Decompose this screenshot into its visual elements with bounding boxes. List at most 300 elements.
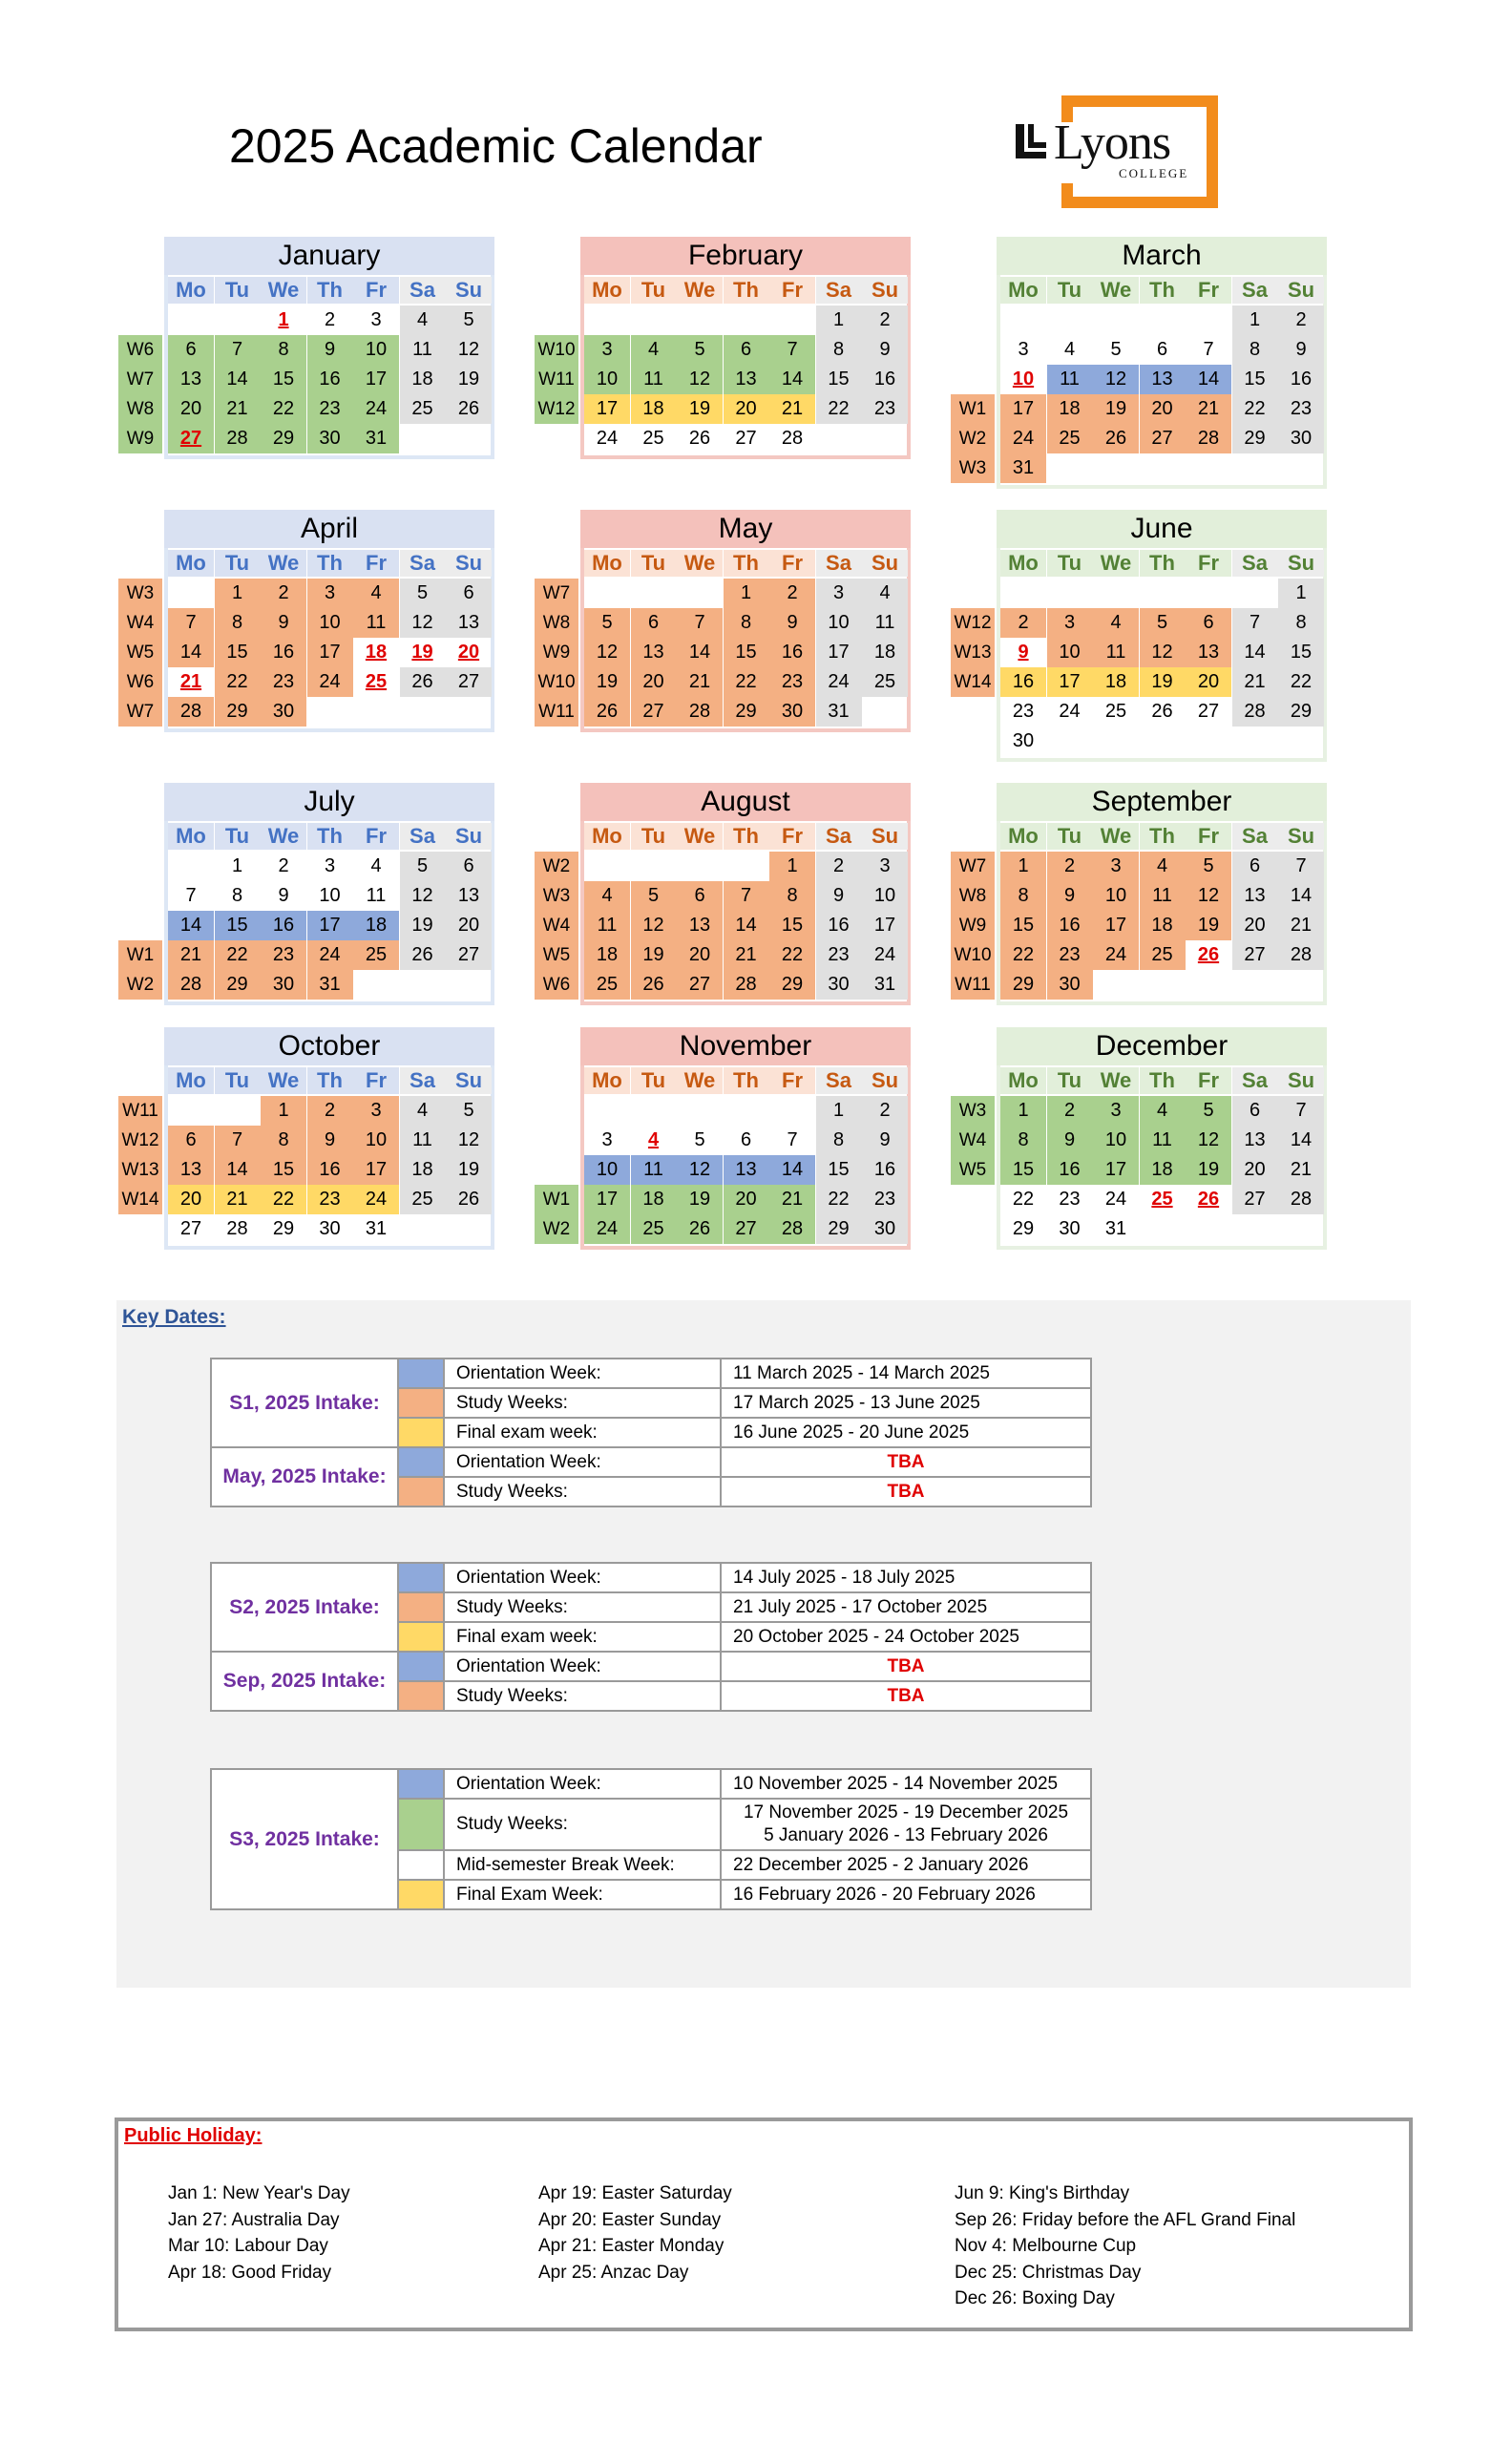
weekday-header: Su: [446, 277, 492, 304]
day-cell: 31: [1000, 453, 1046, 483]
day-cell: 9: [1047, 881, 1093, 911]
day-cell: [1186, 453, 1231, 483]
day-cell: 28: [1186, 424, 1231, 453]
day-cell: 5: [400, 852, 446, 881]
day-cell: 1: [231, 855, 243, 876]
day-cell: 1: [1232, 306, 1278, 335]
day-cell: 22: [724, 667, 769, 697]
day-cell: 4: [1140, 852, 1186, 881]
color-swatch: [398, 1622, 444, 1652]
day-cell: 11: [631, 365, 677, 394]
week-label: W2: [951, 424, 995, 453]
day-cell: 17: [307, 911, 353, 940]
day-cell: 1: [816, 306, 862, 335]
day-cell: 14: [724, 911, 769, 940]
day-cell: 2: [1000, 608, 1046, 638]
day-cell: 18: [584, 940, 630, 970]
weekday-header: Sa: [816, 1067, 862, 1094]
month-january: [118, 237, 519, 459]
week-label: W14: [118, 1185, 162, 1214]
day-cell: 20: [1232, 1155, 1278, 1185]
weekday-header: Tu: [1047, 550, 1093, 577]
day-cell: 26: [677, 1214, 723, 1244]
holiday-column: [955, 2181, 1295, 2312]
day-cell: 16: [1047, 911, 1093, 940]
week-label: W5: [535, 940, 578, 970]
day-cell: 3: [1047, 608, 1093, 638]
day-cell: 18: [353, 911, 399, 940]
weekday-header: Sa: [816, 823, 862, 850]
day-cell: 16: [261, 911, 306, 940]
day-cell: 25: [353, 940, 399, 970]
day-cell: 10: [1012, 369, 1035, 390]
day-cell: 21: [168, 940, 214, 970]
month-june: [951, 510, 1352, 762]
day-cell: 4: [631, 335, 677, 365]
day-cell: [862, 697, 908, 727]
weekday-header: We: [677, 550, 723, 577]
period-dates: [721, 1799, 1091, 1850]
day-cell: [584, 306, 630, 335]
day-cell: 28: [168, 697, 214, 727]
month-december: [951, 1027, 1352, 1250]
weekday-header: Su: [862, 277, 908, 304]
day-cell: 22: [816, 1185, 862, 1214]
day-cell: 2: [862, 1096, 908, 1126]
day-cell: 6: [724, 335, 769, 365]
day-cell: [168, 306, 214, 335]
period-label: Study Weeks:: [444, 1799, 721, 1850]
day-cell: 17: [1093, 911, 1139, 940]
weekday-header: Su: [1278, 277, 1324, 304]
day-cell: 12: [446, 335, 492, 365]
day-cell: 7: [1278, 1096, 1324, 1126]
day-cell: 13: [1140, 365, 1186, 394]
weekday-header: Fr: [1186, 823, 1231, 850]
week-label: W12: [951, 608, 995, 638]
weekday-header: Mo: [1000, 823, 1046, 850]
weekday-header: Mo: [168, 1067, 214, 1094]
day-cell: 23: [307, 1185, 353, 1214]
day-cell: [1093, 579, 1139, 608]
period-label: Study Weeks:: [444, 1592, 721, 1622]
day-cell: 25: [1104, 701, 1127, 722]
day-cell: 19: [584, 667, 630, 697]
weekday-header: We: [261, 277, 306, 304]
day-cell: 17: [1000, 394, 1046, 424]
day-cell: 22: [1278, 667, 1324, 697]
day-cell: 30: [769, 697, 815, 727]
day-cell: [584, 579, 630, 608]
week-label: W12: [535, 394, 578, 424]
weekday-header: Mo: [168, 277, 214, 304]
day-cell: [631, 306, 677, 335]
day-cell: 22: [261, 394, 306, 424]
day-cell: 5: [1140, 608, 1186, 638]
day-cell: 15: [215, 911, 261, 940]
day-cell: 1: [1000, 1096, 1046, 1126]
day-cell: [724, 852, 769, 881]
day-cell: 16: [1000, 667, 1046, 697]
week-label: W2: [535, 1214, 578, 1244]
period-dates: 10 November 2025 - 14 November 2025: [721, 1769, 1091, 1799]
week-label: W9: [951, 911, 995, 940]
day-cell: 28: [769, 1214, 815, 1244]
day-cell: 16: [862, 365, 908, 394]
day-cell: [307, 697, 353, 727]
day-cell: 20: [677, 940, 723, 970]
day-cell: 14: [168, 638, 214, 667]
day-cell: 4: [1140, 1096, 1186, 1126]
day-cell: [400, 697, 446, 727]
week-label: W6: [118, 335, 162, 365]
day-cell: 24: [596, 428, 619, 449]
day-cell: 9: [1047, 1126, 1093, 1155]
day-cell: 13: [1186, 638, 1231, 667]
weekday-header: Mo: [1000, 1067, 1046, 1094]
day-cell: 2: [1278, 306, 1324, 335]
day-cell: 29: [1278, 697, 1324, 727]
day-cell: [400, 424, 446, 453]
day-cell: [1140, 579, 1186, 608]
day-cell: 11: [862, 608, 908, 638]
day-cell: 5: [446, 1096, 492, 1126]
week-label: W7: [951, 852, 995, 881]
day-cell: 22: [1012, 1189, 1035, 1210]
day-cell: 15: [724, 638, 769, 667]
day-cell: 16: [307, 365, 353, 394]
day-cell: 5: [1186, 852, 1231, 881]
holiday-column: [538, 2181, 732, 2286]
weekday-header: Fr: [769, 823, 815, 850]
day-cell: 18: [631, 394, 677, 424]
day-cell: [353, 970, 399, 1000]
day-cell: [1278, 1214, 1324, 1244]
holiday-item: Apr 20: Easter Sunday: [538, 2209, 722, 2230]
day-cell: 8: [816, 335, 862, 365]
day-cell: 4: [1063, 339, 1076, 360]
day-cell: 3: [862, 852, 908, 881]
holiday-item: Dec 25: Christmas Day: [955, 2262, 1142, 2283]
day-cell: 15: [261, 365, 306, 394]
day-cell: 20: [1232, 911, 1278, 940]
weekday-header: Su: [1278, 550, 1324, 577]
month-title: June: [997, 510, 1327, 548]
day-cell: 26: [446, 394, 492, 424]
weekday-header: Fr: [1186, 1067, 1231, 1094]
day-cell: 19: [677, 1185, 723, 1214]
week-label: W9: [535, 638, 578, 667]
day-cell: 28: [724, 970, 769, 1000]
day-cell: 31: [365, 1218, 388, 1239]
key-dates-row: [211, 1359, 1091, 1388]
day-cell: [631, 579, 677, 608]
day-cell: 5: [694, 1129, 705, 1150]
weekday-header: Mo: [1000, 277, 1046, 304]
weekday-header: We: [1093, 277, 1139, 304]
day-cell: 2: [862, 306, 908, 335]
week-label: W10: [535, 335, 578, 365]
holiday-item: Mar 10: Labour Day: [168, 2236, 328, 2256]
day-cell: 22: [261, 1185, 306, 1214]
day-cell: 9: [816, 881, 862, 911]
day-cell: 3: [601, 1129, 613, 1150]
day-cell: 3: [1018, 339, 1029, 360]
day-cell: 15: [215, 638, 261, 667]
weekday-header: We: [1093, 823, 1139, 850]
day-cell: 7: [215, 335, 261, 365]
weekday-header: Sa: [400, 1067, 446, 1094]
weekday-header: Th: [724, 550, 769, 577]
day-cell: 10: [584, 1155, 630, 1185]
day-cell: 12: [631, 911, 677, 940]
month-title: October: [164, 1027, 494, 1065]
day-cell: 23: [816, 940, 862, 970]
day-cell: 24: [816, 667, 862, 697]
period-dates-line: 5 January 2026 - 13 February 2026: [764, 1825, 1048, 1845]
week-label: W8: [118, 394, 162, 424]
day-cell: 26: [400, 940, 446, 970]
day-cell: 22: [215, 667, 261, 697]
day-cell: 14: [677, 638, 723, 667]
week-label: W8: [951, 881, 995, 911]
day-cell: 9: [307, 335, 353, 365]
day-cell: [1278, 727, 1324, 756]
day-cell: 7: [215, 1126, 261, 1155]
weekday-header: We: [677, 1067, 723, 1094]
day-cell: [168, 852, 214, 881]
day-cell: 9: [1018, 642, 1029, 663]
day-cell: 24: [862, 940, 908, 970]
day-cell: [1140, 970, 1186, 1000]
week-label: W4: [535, 911, 578, 940]
day-cell: 17: [584, 394, 630, 424]
day-cell: 27: [1232, 1185, 1278, 1214]
day-cell: 11: [400, 1126, 446, 1155]
period-label: Orientation Week:: [444, 1563, 721, 1592]
day-cell: 17: [1047, 667, 1093, 697]
day-cell: [1186, 579, 1231, 608]
month-title: April: [164, 510, 494, 548]
day-cell: 24: [353, 394, 399, 424]
week-label: W1: [535, 1185, 578, 1214]
day-cell: [215, 306, 261, 335]
day-cell: 27: [446, 667, 492, 697]
day-cell: 20: [457, 642, 480, 663]
day-cell: [1186, 306, 1231, 335]
day-cell: 1: [278, 309, 289, 330]
period-dates: 17 March 2025 - 13 June 2025: [721, 1388, 1091, 1418]
day-cell: 16: [862, 1155, 908, 1185]
intake-label: Sep, 2025 Intake:: [211, 1652, 398, 1711]
day-cell: 3: [1093, 1096, 1139, 1126]
day-cell: 20: [724, 1185, 769, 1214]
day-cell: [1093, 727, 1139, 756]
weekday-header: Tu: [631, 550, 677, 577]
day-cell: 7: [769, 335, 815, 365]
key-dates-row: [211, 1563, 1091, 1592]
intake-label: S2, 2025 Intake:: [211, 1563, 398, 1652]
day-cell: 14: [215, 1155, 261, 1185]
day-cell: 30: [319, 1218, 341, 1239]
week-label: W11: [535, 365, 578, 394]
day-cell: 24: [1093, 940, 1139, 970]
day-cell: 1: [215, 579, 261, 608]
holiday-item: Apr 21: Easter Monday: [538, 2236, 724, 2256]
day-cell: 21: [769, 394, 815, 424]
weekday-header: Sa: [400, 823, 446, 850]
month-title: March: [997, 237, 1327, 275]
weekday-header: Mo: [1000, 550, 1046, 577]
week-label: W6: [118, 667, 162, 697]
month-may: [535, 510, 935, 732]
day-cell: 6: [631, 608, 677, 638]
weekday-header: Th: [307, 277, 353, 304]
weekday-header: Th: [724, 823, 769, 850]
day-cell: 18: [862, 638, 908, 667]
day-cell: [816, 424, 862, 453]
day-cell: 13: [168, 365, 214, 394]
day-cell: 8: [1000, 881, 1046, 911]
day-cell: 4: [400, 1096, 446, 1126]
day-cell: 18: [1140, 1155, 1186, 1185]
public-holiday-heading: Public Holiday:: [124, 2125, 262, 2146]
holiday-item: Nov 4: Melbourne Cup: [955, 2236, 1137, 2256]
day-cell: 2: [278, 855, 289, 876]
intake-label: S1, 2025 Intake:: [211, 1359, 398, 1447]
weekday-header: Fr: [769, 277, 815, 304]
day-cell: 30: [1278, 424, 1324, 453]
day-cell: [1140, 727, 1186, 756]
period-label: Final exam week:: [444, 1622, 721, 1652]
day-cell: 14: [1186, 365, 1231, 394]
day-cell: 21: [1278, 911, 1324, 940]
day-cell: 5: [584, 608, 630, 638]
day-cell: 11: [1093, 638, 1139, 667]
day-cell: 6: [677, 881, 723, 911]
day-cell: 26: [1197, 1189, 1220, 1210]
weekday-header: Th: [1140, 550, 1186, 577]
day-cell: 24: [1059, 701, 1081, 722]
weekday-header: We: [677, 823, 723, 850]
day-cell: 22: [1000, 940, 1046, 970]
month-april: [118, 510, 519, 732]
day-cell: 14: [769, 1155, 815, 1185]
day-cell: 23: [261, 940, 306, 970]
weekday-header: We: [1093, 1067, 1139, 1094]
day-cell: 21: [215, 1185, 261, 1214]
day-cell: 13: [724, 1155, 769, 1185]
day-cell: 13: [724, 365, 769, 394]
day-cell: 29: [1232, 424, 1278, 453]
weekday-header: Th: [1140, 1067, 1186, 1094]
day-cell: [1047, 453, 1093, 483]
day-cell: [1047, 579, 1093, 608]
day-cell: 2: [769, 579, 815, 608]
weekday-header: Th: [307, 550, 353, 577]
key-dates-table: [210, 1768, 1092, 1910]
day-cell: 27: [677, 970, 723, 1000]
month-october: [118, 1027, 519, 1250]
day-cell: 10: [1093, 1126, 1139, 1155]
day-cell: [677, 579, 723, 608]
day-cell: 25: [400, 394, 446, 424]
day-cell: 22: [769, 940, 815, 970]
day-cell: [862, 424, 908, 453]
day-cell: 9: [862, 1126, 908, 1155]
day-cell: 25: [862, 667, 908, 697]
color-swatch: [398, 1477, 444, 1506]
day-cell: 4: [400, 306, 446, 335]
holiday-column: [168, 2181, 350, 2286]
weekday-header: Fr: [353, 277, 399, 304]
day-cell: 24: [584, 1214, 630, 1244]
day-cell: 26: [688, 428, 711, 449]
day-cell: 18: [400, 1155, 446, 1185]
day-cell: 13: [446, 881, 492, 911]
day-cell: [1278, 453, 1324, 483]
key-dates-row: [211, 1447, 1091, 1477]
day-cell: 10: [1047, 638, 1093, 667]
day-cell: 18: [365, 642, 388, 663]
day-cell: 9: [769, 608, 815, 638]
day-cell: 22: [816, 394, 862, 424]
weekday-header: Th: [724, 1067, 769, 1094]
day-cell: 20: [446, 911, 492, 940]
day-cell: 20: [1186, 667, 1231, 697]
day-cell: [769, 1096, 815, 1126]
day-cell: 12: [584, 638, 630, 667]
weekday-header: Tu: [215, 277, 261, 304]
day-cell: 13: [168, 1155, 214, 1185]
weekday-header: Fr: [353, 823, 399, 850]
public-holiday-panel: [115, 2117, 1413, 2331]
day-cell: 6: [168, 335, 214, 365]
day-cell: [1186, 970, 1231, 1000]
holiday-item: Dec 26: Boxing Day: [955, 2288, 1115, 2308]
week-label: W7: [535, 579, 578, 608]
day-cell: 2: [1047, 852, 1093, 881]
day-cell: 17: [862, 911, 908, 940]
day-cell: [168, 1096, 214, 1126]
day-cell: 12: [1186, 1126, 1231, 1155]
day-cell: 27: [631, 697, 677, 727]
day-cell: 2: [816, 852, 862, 881]
weekday-header: Mo: [168, 550, 214, 577]
day-cell: 6: [1232, 1096, 1278, 1126]
period-dates: TBA: [721, 1477, 1091, 1506]
day-cell: 29: [769, 970, 815, 1000]
weekday-header: Fr: [353, 550, 399, 577]
weekday-header: Fr: [769, 1067, 815, 1094]
week-label: W1: [951, 394, 995, 424]
week-label: W2: [535, 852, 578, 881]
period-label: Orientation Week:: [444, 1652, 721, 1681]
day-cell: [400, 1214, 446, 1244]
period-dates-line: 17 November 2025 - 19 December 2025: [743, 1802, 1069, 1822]
day-cell: 11: [584, 911, 630, 940]
day-cell: 1: [816, 1096, 862, 1126]
holiday-item: Jan 27: Australia Day: [168, 2209, 340, 2230]
color-swatch: [398, 1447, 444, 1477]
day-cell: 11: [1140, 1126, 1186, 1155]
day-cell: 11: [366, 885, 387, 906]
weekday-header: Su: [446, 823, 492, 850]
day-cell: 8: [816, 1126, 862, 1155]
weekday-header: Fr: [1186, 277, 1231, 304]
day-cell: 16: [1278, 365, 1324, 394]
month-title: December: [997, 1027, 1327, 1065]
